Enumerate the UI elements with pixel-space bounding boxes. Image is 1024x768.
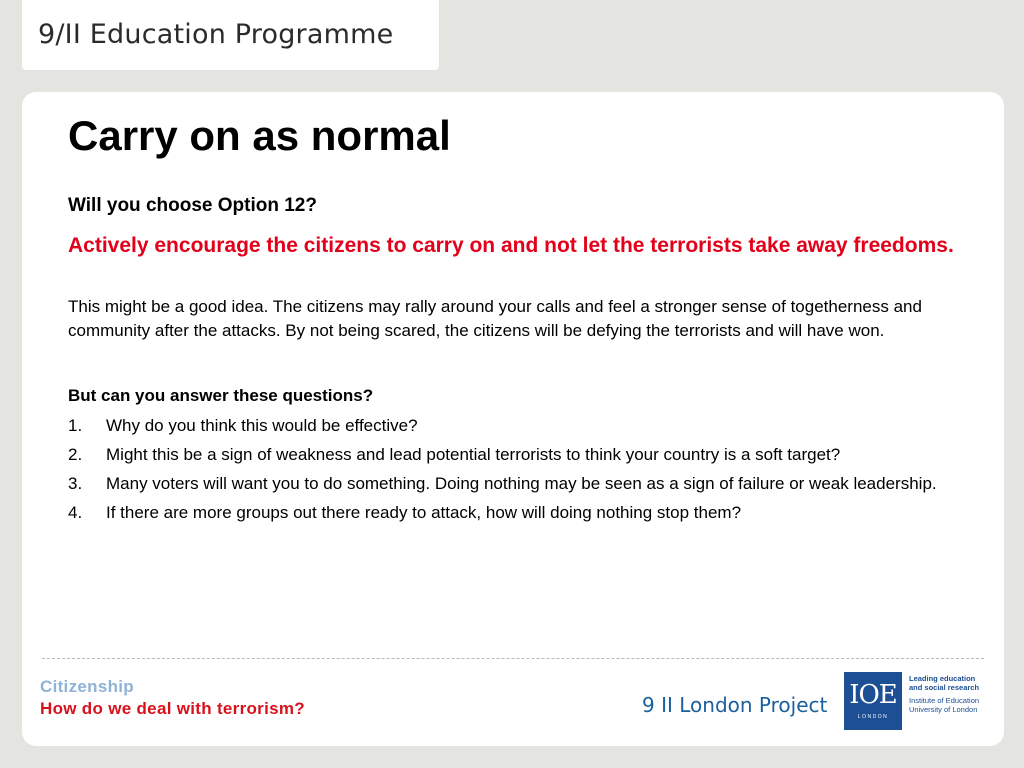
question-number: 2. — [68, 445, 83, 464]
question-item — [68, 443, 978, 467]
question-item — [68, 472, 978, 496]
ioe-logo-mark: IOE — [849, 680, 897, 710]
page-title: Carry on as normal — [68, 112, 451, 159]
question-number: 1. — [68, 416, 83, 435]
question-number: 3. — [68, 474, 83, 493]
ioe-institution — [909, 696, 999, 714]
ioe-logo — [844, 672, 902, 730]
project-logo-text: 9 II London Project — [642, 693, 828, 717]
ioe-tagline-line: and social research — [909, 683, 980, 692]
option-analysis: This might be a good idea. The citizens may rally around your calls and feel a stronger sense of togetherness and community after the attacks. By not being scared, the citizens will be defying the terrorists and will have won. — [68, 297, 922, 340]
ioe-tagline — [909, 674, 999, 692]
option-description: Actively encourage the citizens to carry on and not let the terrorists take away freedoms. — [68, 234, 954, 257]
questions-list — [68, 414, 978, 530]
footer-subject: Citizenship — [40, 677, 134, 696]
ioe-institution-line: University of London — [909, 705, 978, 714]
question-item — [68, 501, 978, 525]
slide-card — [22, 92, 1004, 746]
header-tab — [22, 0, 439, 70]
question-text: Many voters will want you to do something. Doing nothing may be seen as a sign of failure or weak leadership. — [106, 474, 937, 493]
ioe-text — [909, 674, 999, 714]
question-number: 4. — [68, 503, 83, 522]
option-question: Will you choose Option 12? — [68, 195, 317, 216]
ioe-logo-sub: LONDON — [857, 714, 889, 720]
programme-title: 9/II Education Programme — [38, 19, 394, 50]
question-text: If there are more groups out there ready to attack, how will doing nothing stop them? — [106, 503, 742, 522]
question-text: Might this be a sign of weakness and lead potential terrorists to think your country is a soft target? — [106, 445, 841, 464]
ioe-institution-line: Institute of Education — [909, 696, 980, 705]
footer-topic: How do we deal with terrorism? — [40, 699, 305, 718]
footer-divider — [42, 658, 984, 659]
questions-heading: But can you answer these questions? — [68, 386, 374, 405]
question-text: Why do you think this would be effective? — [106, 416, 418, 435]
question-item — [68, 414, 978, 438]
ioe-tagline-line: Leading education — [909, 674, 976, 683]
